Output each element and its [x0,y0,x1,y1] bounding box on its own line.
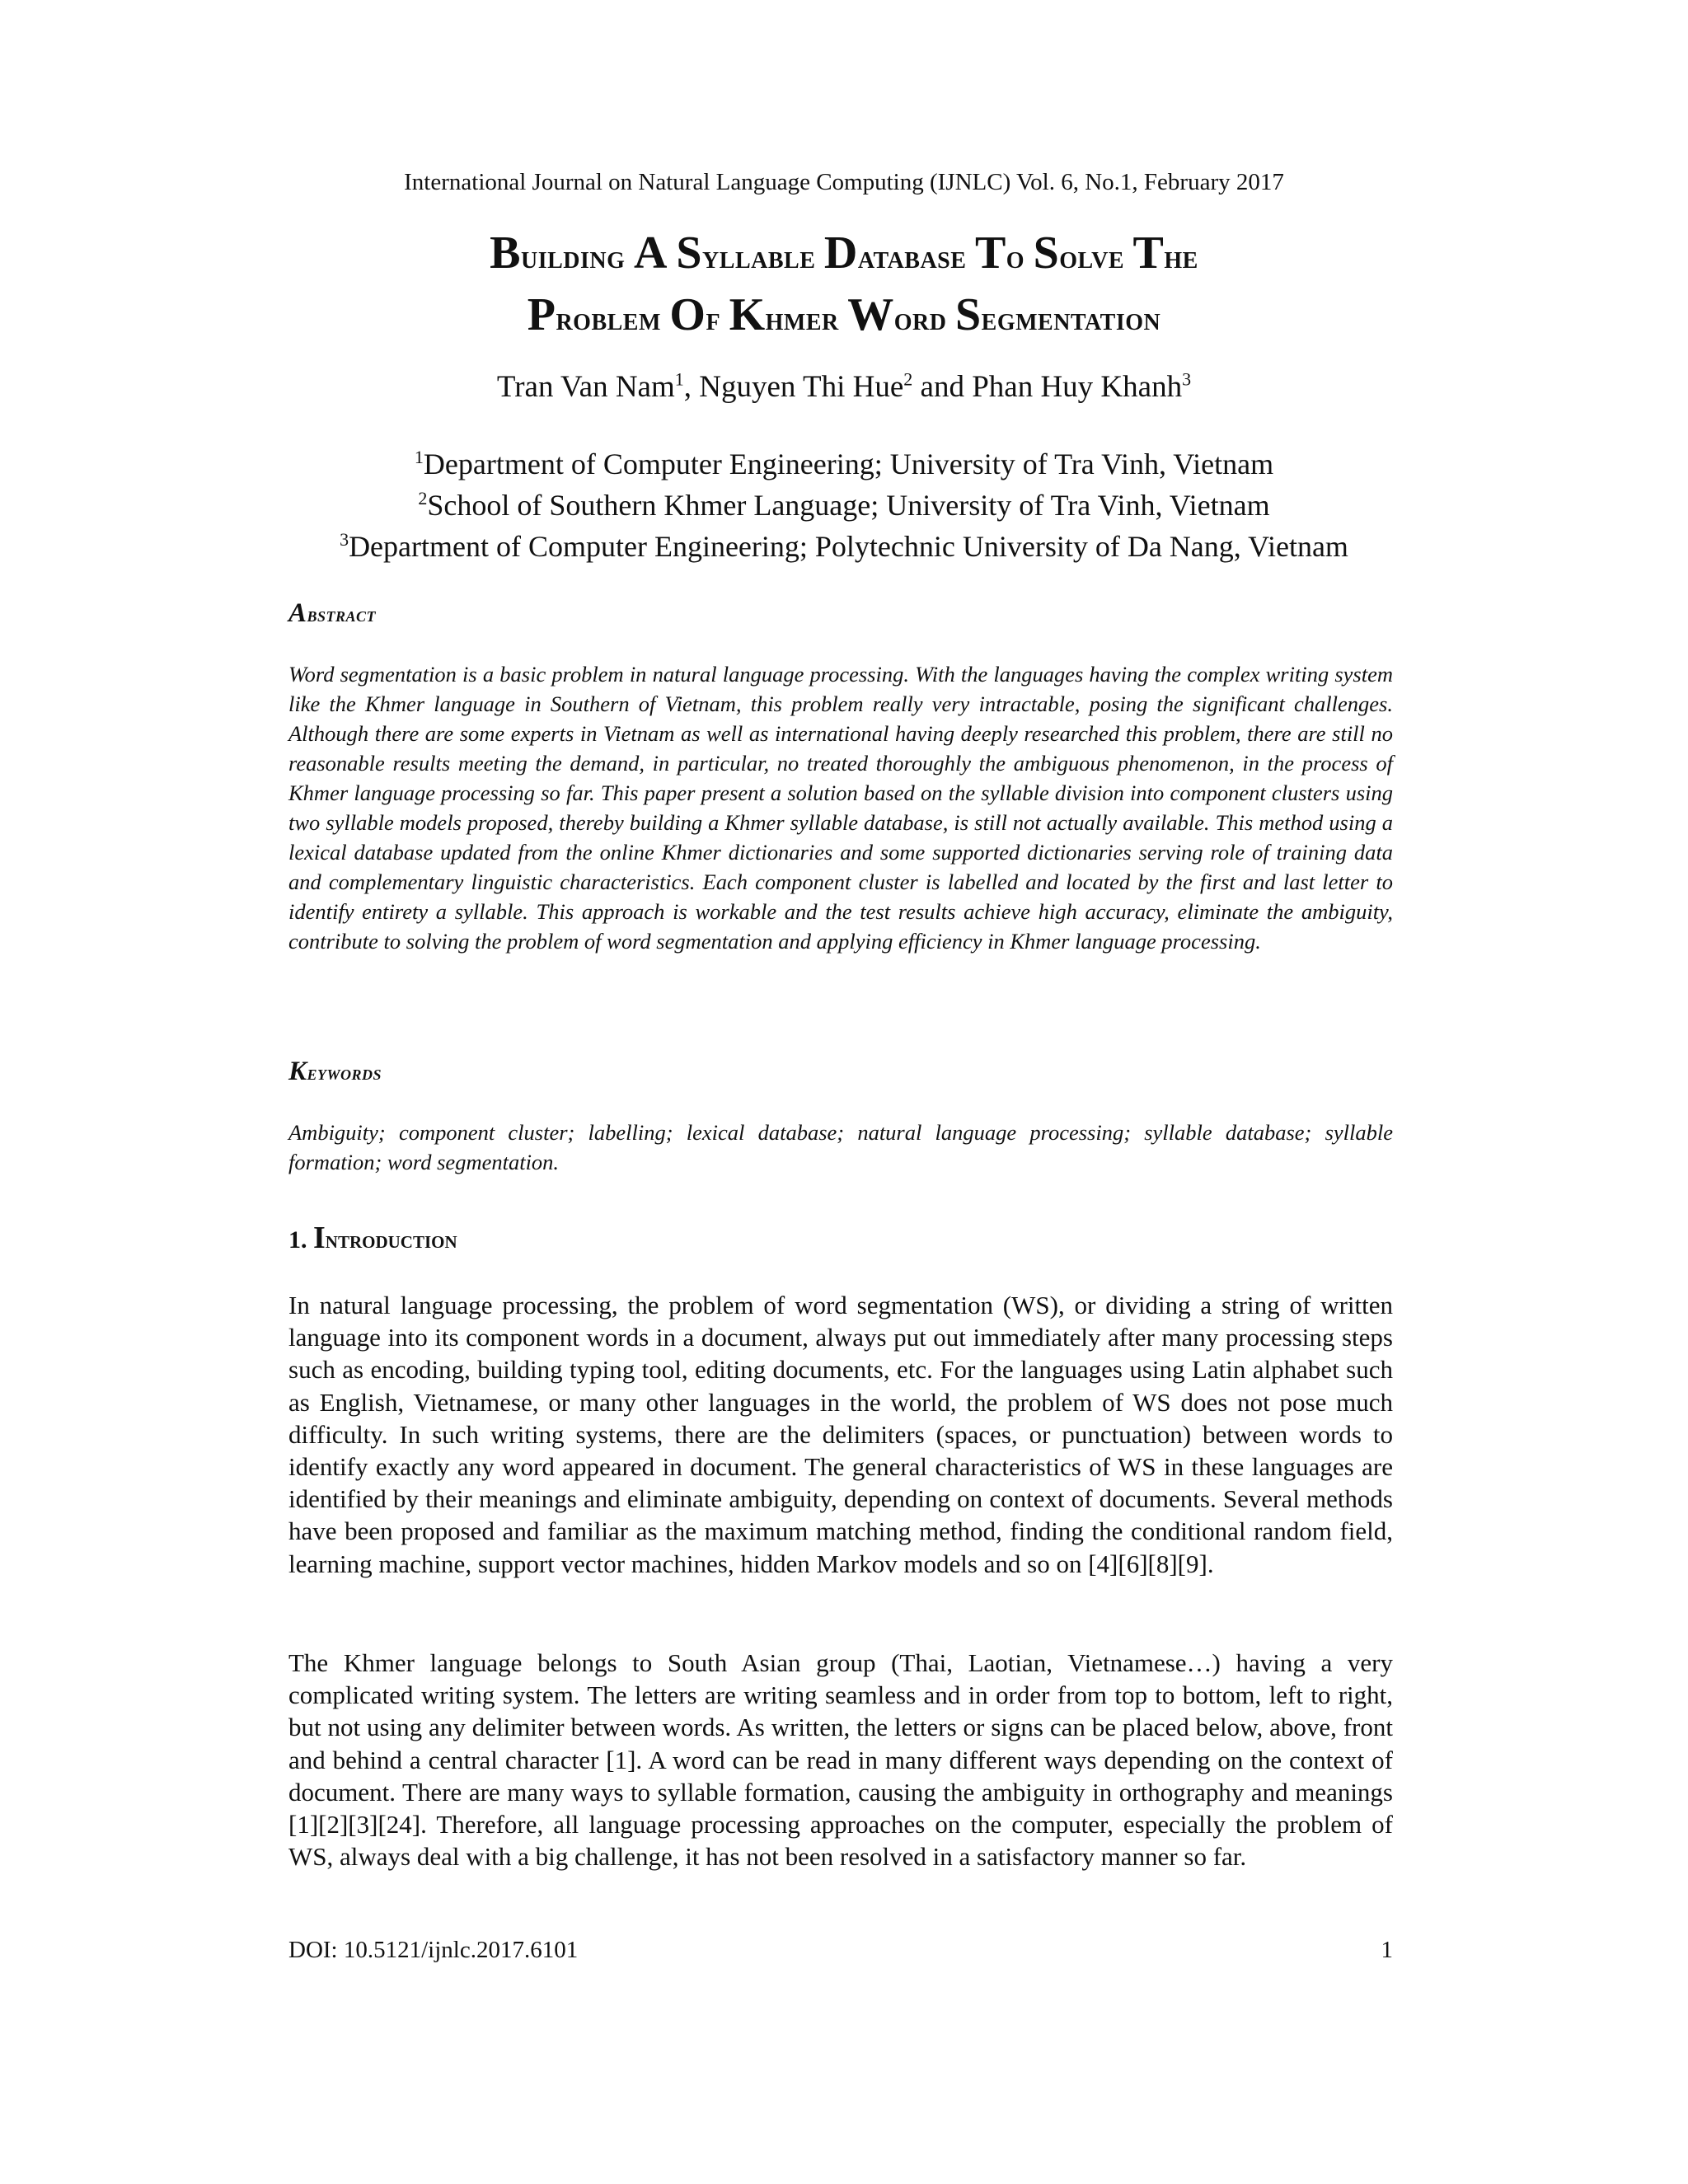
title-word: Database [823,227,967,279]
author-affiliation-mark: 3 [1182,368,1192,390]
title-line-2 [165,286,1523,348]
running-head: International Journal on Natural Language Computing (IJNLC) Vol. 6, No.1, February 2017 [404,169,1284,195]
author-affiliation-mark: 1 [674,368,684,390]
introduction-paragraph: The Khmer language belongs to South Asian group (Thai, Laotian, Vietnamese…) having a very complicated writing system. The letters are writing seamless and in order from top to bottom, left to right, but not using any delimiter between words. As written, the letters or signs can be placed below, above, front and behind a central character [1]. A word can be read in many different ways depending on the context of document. There are many ways to syllable formation, causing the ambiguity in orthography and meanings [1][2][3][24]. Therefore, all language processing approaches on the computer, especially the problem of WS, always deal with a big challenge, it has not been resolved in a satisfactory manner so far. [288,1648,1393,1872]
abstract-text: Word segmentation is a basic problem in natural language processing. With the languages having the complex writing system like the Khmer language in Southern of Vietnam, this problem really very intractable, posing the significant challenges. Although there are some experts in Vietnam as well as international having deeply researched this problem, there are still no reasonable results meeting the demand, in particular, no treated thoroughly the ambiguous phenomenon, in the process of Khmer language processing so far. This paper present a solution based on the syllable division into component clusters using two syllable models proposed, thereby building a Khmer syllable database, is still not actually available. This method using a lexical database updated from the online Khmer dictionaries and some supported dictionaries serving role of training data and complementary linguistic characteristics. Each component cluster is labelled and located by the first and last letter to identify entirety a syllable. This approach is workable and the test results achieve high accuracy, eliminate the ambiguity, contribute to solving the problem of word segmentation and applying efficiency in Khmer language processing. [288,662,1393,954]
author-name: Phan Huy Khanh [972,370,1183,404]
title-word: Word [847,289,947,340]
title-word: Khmer [729,289,839,340]
page-number: 1 [1381,1937,1393,1963]
author-name: Tran Van Nam [496,370,675,404]
abstract-heading: Abstract [288,598,377,628]
title-word: A [633,227,668,279]
title-word: Syllable [676,227,816,279]
title-word: The [1132,227,1198,279]
author-name: Nguyen Thi Hue [699,370,904,404]
affiliations [0,443,1688,567]
affiliation-line: $^3$Department of Computer Engineering; Polytechnic University of Da Nang, Vietnam [340,529,1348,563]
introduction-heading: 1. Introduction [288,1221,457,1255]
author-list: Tran Van Nam$^1$, Nguyen Thi Hue$^2$ and Phan Huy Khanh$^3$ [496,368,1192,404]
keywords-text: Ambiguity; component cluster; labelling; lexical database; natural language processing; syllable database; syllable formation; word segmentation. [288,1120,1393,1174]
title-word: Problem [527,289,661,340]
affiliation-line: $^2$School of Southern Khmer Language; University of Tra Vinh, Vietnam [418,488,1270,522]
affiliation-line: $^1$Department of Computer Engineering; University of Tra Vinh, Vietnam [414,447,1274,480]
paper-title [165,224,1523,348]
title-word: To [974,227,1025,279]
keywords-heading: Keywords [288,1057,382,1086]
doi-footer: DOI: 10.5121/ijnlc.2017.6101 [288,1937,579,1963]
introduction-paragraph: In natural language processing, the problem of word segmentation (WS), or dividing a string of written language into its component words in a document, always put out immediately after many processing steps such as encoding, building typing tool, editing documents, etc. For the languages using Latin alphabet such as English, Vietnamese, or many other languages in the world, the problem of WS does not pose much difficulty. In such writing systems, there are the delimiters (spaces, or punctuation) between words to identify exactly any word appeared in document. The general characteristics of WS in these languages are identified by their meanings and eliminate ambiguity, depending on context of documents. Several methods have been proposed and familiar as the maximum matching method, finding the conditional random field, learning machine, support vector machines, hidden Markov models and so on [4][6][8][9]. [288,1291,1393,1578]
title-word: Building [490,227,626,279]
author-affiliation-mark: 2 [903,368,913,390]
title-word: Of [669,289,721,340]
title-line-1 [165,224,1523,286]
title-word: Solve [1033,227,1125,279]
title-word: Segmentation [955,289,1161,340]
